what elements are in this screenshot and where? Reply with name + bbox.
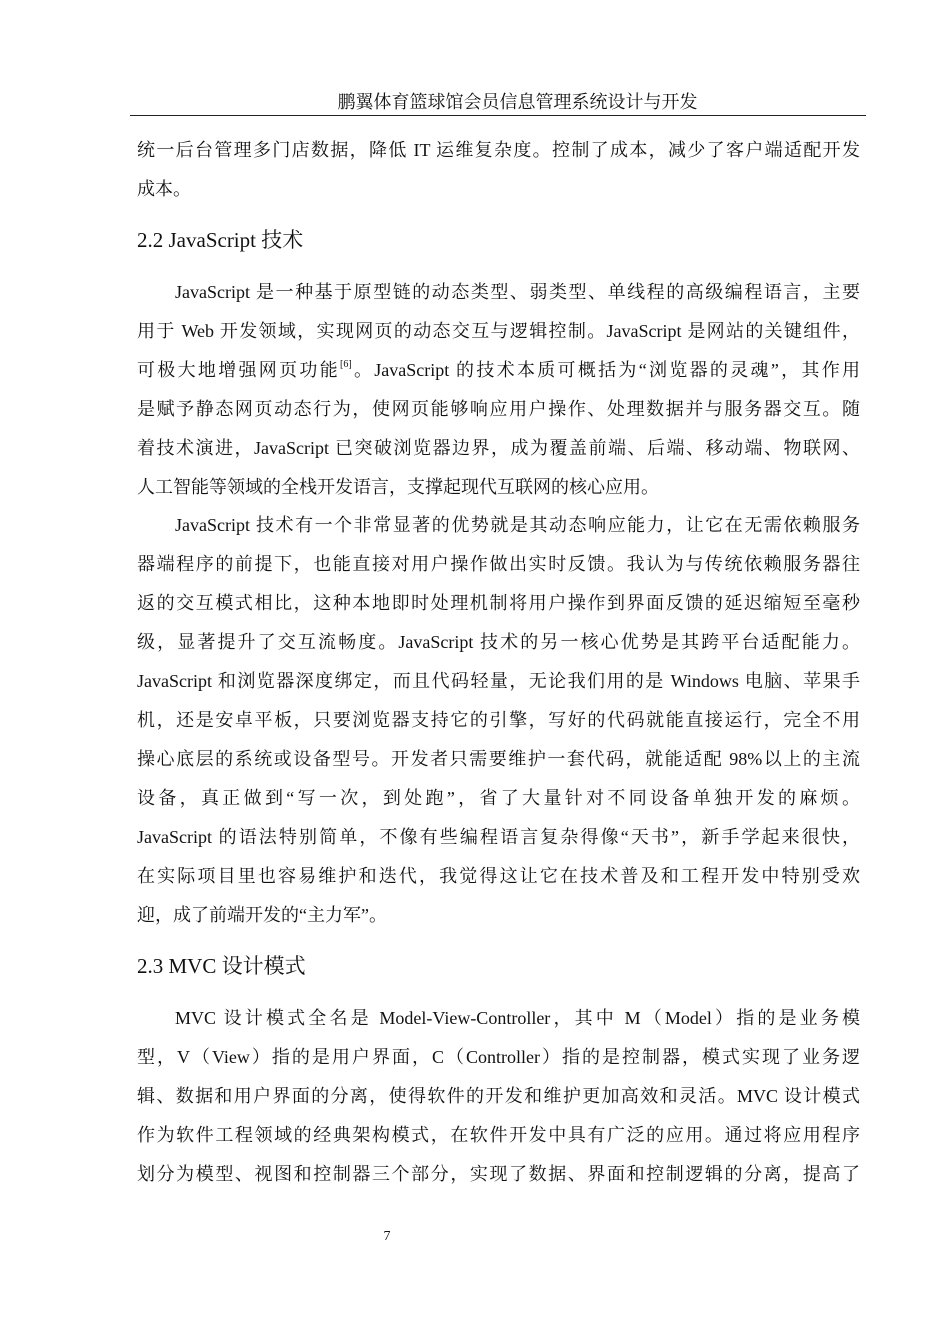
header-rule <box>130 115 866 116</box>
body-line: 人工智能等领域的全栈开发语言，支撑起现代互联网的核心应用。 <box>137 477 659 497</box>
running-header: 鹏翼体育篮球馆会员信息管理系统设计与开发 <box>337 92 698 112</box>
body-line: MVC 设计模式全名是 Model-View-Controller，其中 M（Model）指的是业务模 <box>175 1008 860 1028</box>
body-line: 机，还是安卓平板，只要浏览器支持它的引擎，写好的代码就能直接运行，完全不用 <box>137 710 860 730</box>
page-number: 7 <box>383 1229 391 1244</box>
section-heading: 2.3 MVC 设计模式 <box>137 954 306 978</box>
body-line: 作为软件工程领域的经典架构模式，在软件开发中具有广泛的应用。通过将应用程序 <box>137 1125 860 1145</box>
body-line: JavaScript 的语法特别简单，不像有些编程语言复杂得像“天书”，新手学起来很快， <box>137 827 860 847</box>
body-line: 返的交互模式相比，这种本地即时处理机制将用户操作到界面反馈的延迟缩短至毫秒 <box>137 593 860 613</box>
body-line: 着技术演进，JavaScript 已突破浏览器边界，成为覆盖前端、后端、移动端、物联网、 <box>137 438 860 458</box>
body-line: JavaScript 技术有一个非常显著的优势就是其动态响应能力，让它在无需依赖服务 <box>175 515 860 535</box>
body-line: 在实际项目里也容易维护和迭代，我觉得这让它在技术普及和工程开发中特别受欢 <box>137 866 860 886</box>
citation-link[interactable]: [6] <box>340 359 352 370</box>
body-line: 用于 Web 开发领域，实现网页的动态交互与逻辑控制。JavaScript 是网站的关键组件， <box>137 321 860 341</box>
body-line: JavaScript 和浏览器深度绑定，而且代码轻量，无论我们用的是 Windows 电脑、苹果手 <box>137 671 860 691</box>
body-line: 级，显著提升了交互流畅度。JavaScript 技术的另一核心优势是其跨平台适配能力。 <box>137 632 860 652</box>
body-line: 器端程序的前提下，也能直接对用户操作做出实时反馈。我认为与传统依赖服务器往 <box>137 554 860 574</box>
body-line <box>137 358 860 382</box>
body-line: 迎，成了前端开发的“主力军”。 <box>137 905 387 925</box>
section-heading: 2.2 JavaScript 技术 <box>137 228 304 252</box>
body-line: 成本。 <box>137 179 191 199</box>
body-line: 操心底层的系统或设备型号。开发者只需要维护一套代码，就能适配 98%以上的主流 <box>137 749 860 769</box>
body-line: 划分为模型、视图和控制器三个部分，实现了数据、界面和控制逻辑的分离，提高了 <box>137 1164 860 1184</box>
text-span: 。JavaScript 的技术本质可概括为“浏览器的灵魂”，其作用 <box>351 360 860 380</box>
body-line: 统一后台管理多门店数据，降低 IT 运维复杂度。控制了成本，减少了客户端适配开发 <box>137 140 860 160</box>
body-line: 辑、数据和用户界面的分离，使得软件的开发和维护更加高效和灵活。MVC 设计模式 <box>137 1086 860 1106</box>
body-line: 型，V（View）指的是用户界面，C（Controller）指的是控制器，模式实现了业务逻 <box>137 1047 860 1067</box>
body-line: 是赋予静态网页动态行为，使网页能够响应用户操作、处理数据并与服务器交互。随 <box>137 399 860 419</box>
body-line: JavaScript 是一种基于原型链的动态类型、弱类型、单线程的高级编程语言，主要 <box>175 282 860 302</box>
body-line: 设备，真正做到“写一次，到处跑”，省了大量针对不同设备单独开发的麻烦。 <box>137 788 860 808</box>
text-span: 可极大地增强网页功能 <box>137 360 340 380</box>
